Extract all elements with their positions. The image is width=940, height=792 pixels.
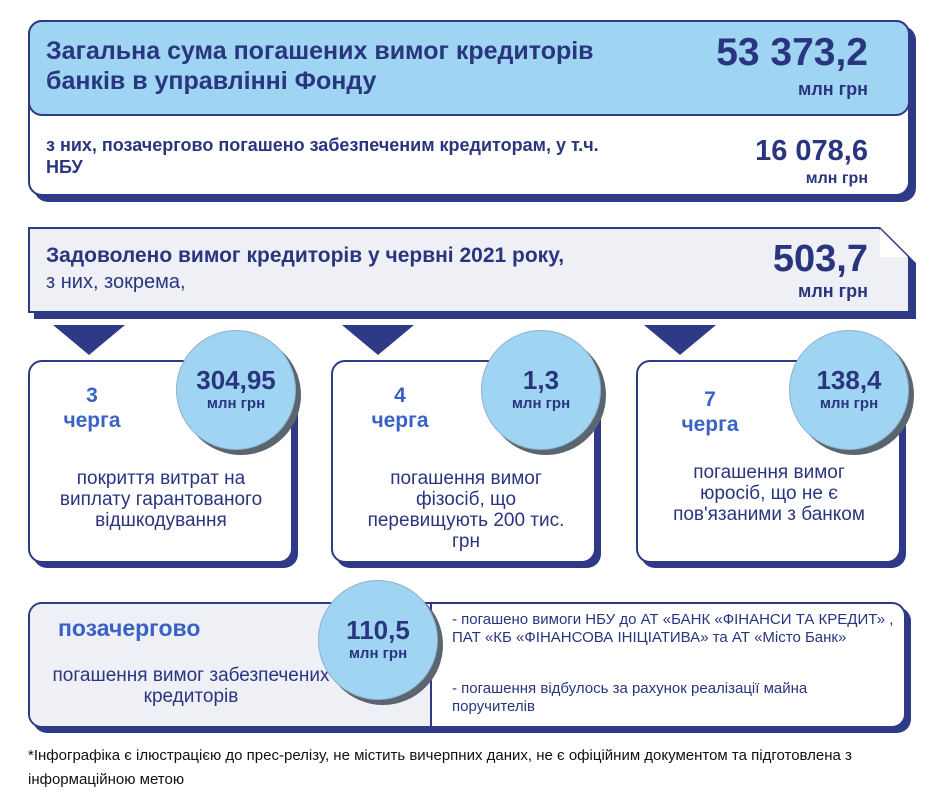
queue-label-1: черга <box>63 409 121 432</box>
total-title: Загальна сума погашених вимог кредиторів банків в управлінні Фонду <box>46 37 594 95</box>
queue-number-3: 7 <box>704 388 716 411</box>
june-subtitle: з них, зокрема, <box>46 271 186 293</box>
queue-label-2: черга <box>371 409 429 432</box>
queue-number-1: 3 <box>86 384 98 407</box>
queue-unit-1: млн грн <box>206 395 266 412</box>
extra-unit: млн грн <box>348 645 408 662</box>
total-sub-unit: млн грн <box>805 170 868 187</box>
queue-value-3: 138,4 <box>816 365 882 395</box>
queue-value-circle-2 <box>481 330 601 450</box>
total-sub-value: 16 078,6 <box>755 135 868 167</box>
queue-value-circle-3 <box>789 330 909 450</box>
footnote: *Інфографіка є ілюстрацією до прес-релізу, не містить вичерпних даних, не є офіційним документом та підготовлена з інформаційною метою <box>28 747 852 788</box>
extra-label: позачергово <box>58 615 201 641</box>
queue-desc-2: погашення вимог фізосіб, що перевищують 200 тис. грн <box>367 468 565 552</box>
pointer-triangle-3 <box>644 325 716 355</box>
total-value: 53 373,2 <box>716 31 868 74</box>
queue-value-1: 304,95 <box>196 365 276 395</box>
pointer-triangle-2 <box>342 325 414 355</box>
extra-desc: погашення вимог забезпечених кредиторів <box>52 665 330 707</box>
queue-unit-2: млн грн <box>511 395 571 412</box>
queue-value-2: 1,3 <box>522 365 560 395</box>
extra-bullet-1: - погашено вимоги НБУ до АТ «БАНК «ФІНАНСИ ТА КРЕДИТ» , ПАТ «КБ «ФІНАНСОВА ІНІЦІАТИВА» та АТ «Місто Банк» <box>452 611 894 646</box>
queue-label-3: черга <box>681 413 739 436</box>
june-unit: млн грн <box>798 281 868 301</box>
extra-bullet-2: - погашення відбулось за рахунок реалізації майна поручителів <box>452 680 808 715</box>
queue-desc-3: погашення вимог юросіб, що не є пов'язаними з банком <box>673 462 865 525</box>
queue-desc-1: покриття витрат на виплату гарантованого відшкодування <box>59 468 263 531</box>
extra-value-circle <box>318 580 438 700</box>
june-value: 503,7 <box>772 238 868 280</box>
june-title: Задоволено вимог кредиторів у червні 2021 року, <box>46 244 565 267</box>
pointer-triangle-1 <box>53 325 125 355</box>
total-unit: млн грн <box>798 79 868 99</box>
queue-value-circle-1 <box>176 330 296 450</box>
queue-number-2: 4 <box>394 384 406 407</box>
total-sub-text: з них, позачергово погашено забезпеченим кредиторам, у т.ч. НБУ <box>46 135 599 177</box>
queue-unit-3: млн грн <box>819 395 879 412</box>
extra-value: 110,5 <box>346 615 410 645</box>
